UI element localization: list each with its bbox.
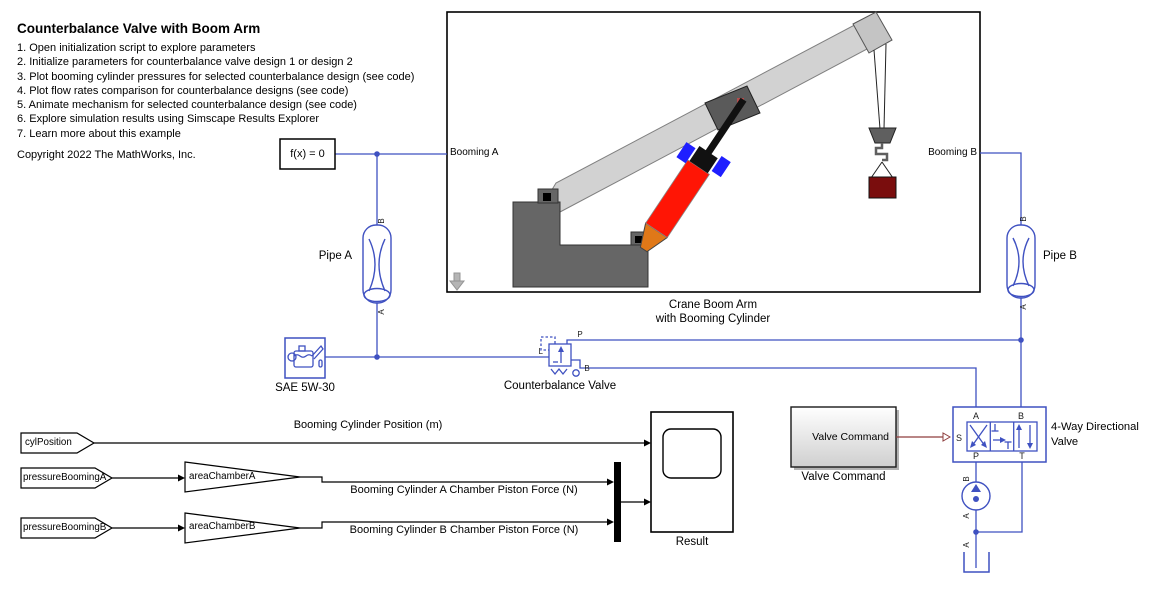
directional-valve-block[interactable] — [953, 407, 1046, 462]
crane-port-booming-b: Booming B — [928, 147, 977, 158]
from-pressure-b-text: pressureBoomingB — [23, 522, 107, 533]
cbv-port-p: P — [577, 330, 583, 339]
dirvalve-port-s: S — [956, 433, 963, 443]
instruction-item-3: 3. Plot booming cylinder pressures for selected counterbalance design (see code) — [17, 70, 415, 83]
pipe-b-port-b: B — [1019, 216, 1028, 222]
instruction-item-4: 4. Plot flow rates comparison for counterbalance designs (see code) — [17, 84, 349, 97]
directional-valve-label — [1051, 420, 1139, 449]
pipe-a-block[interactable] — [363, 225, 391, 303]
scope-label: Result — [675, 536, 709, 548]
signal-label-force-a: Booming Cylinder A Chamber Piston Force (N) — [350, 484, 578, 496]
gain-area-b-text: areaChamberB — [189, 521, 256, 532]
gain-area-a-text: areaChamberA — [189, 471, 256, 482]
pipe-a-label: Pipe A — [318, 250, 352, 262]
mux-block[interactable] — [614, 462, 621, 542]
dirvalve-port-a: A — [972, 411, 980, 421]
dirvalve-port-p: P — [972, 451, 980, 461]
pipe-b-block[interactable] — [1007, 225, 1035, 298]
copyright-text: Copyright 2022 The MathWorks, Inc. — [17, 149, 196, 161]
counterbalance-valve-label: Counterbalance Valve — [503, 380, 617, 392]
model-title: Counterbalance Valve with Boom Arm — [17, 21, 261, 36]
dirvalve-port-b: B — [1017, 411, 1025, 421]
signal-label-force-b: Booming Cylinder B Chamber Piston Force (N) — [349, 524, 579, 536]
tank-port-a: A — [962, 542, 971, 548]
cbv-port-l: L — [538, 347, 543, 356]
pump-port-a: A — [962, 513, 971, 519]
instruction-item-1: 1. Open initialization script to explore parameters — [17, 42, 256, 54]
from-cylposition-text: cylPosition — [25, 437, 72, 448]
valve-command-inner-text: Valve Command — [812, 431, 889, 443]
instruction-item-5: 5. Animate mechanism for selected counterbalance design (see code) — [17, 99, 357, 112]
dirvalve-port-t: T — [1019, 451, 1025, 461]
directional-valve-label-line2: Valve — [1051, 435, 1079, 448]
scope-block[interactable] — [651, 412, 733, 532]
instructions-list — [17, 41, 414, 141]
crane-subsystem-label — [597, 298, 829, 326]
pump-port-b: B — [962, 476, 971, 482]
instruction-item-7: 7. Learn more about this example — [17, 127, 181, 140]
instruction-item-6: 6. Explore simulation results using Simscape Results Explorer — [17, 113, 320, 126]
instruction-item-2: 2. Initialize parameters for counterbalance valve design 1 or design 2 — [17, 56, 353, 69]
directional-valve-label-line1: 4-Way Directional — [1051, 421, 1139, 433]
pipe-a-port-b: B — [377, 218, 386, 224]
oil-block-label: SAE 5W-30 — [275, 382, 335, 394]
crane-label-line1: Crane Boom Arm — [668, 299, 758, 311]
ps-signal-wire[interactable] — [896, 433, 950, 441]
crane-port-booming-a: Booming A — [450, 147, 499, 158]
solver-configuration-label: f(x) = 0 — [290, 148, 325, 160]
pipe-a-port-a: A — [377, 309, 386, 315]
pipe-b-label: Pipe B — [1043, 250, 1077, 262]
crane-label-line2: with Booming Cylinder — [655, 313, 771, 325]
oil-properties-block[interactable] — [285, 338, 325, 378]
from-pressure-a-text: pressureBoomingA — [23, 472, 107, 483]
pipe-b-port-a: A — [1019, 304, 1028, 310]
pressure-source-block[interactable] — [962, 482, 990, 510]
scope-screen-icon — [663, 429, 721, 478]
cbv-port-b: B — [584, 364, 590, 373]
valve-command-label: Valve Command — [801, 471, 886, 483]
signal-label-position: Booming Cylinder Position (m) — [293, 419, 443, 431]
